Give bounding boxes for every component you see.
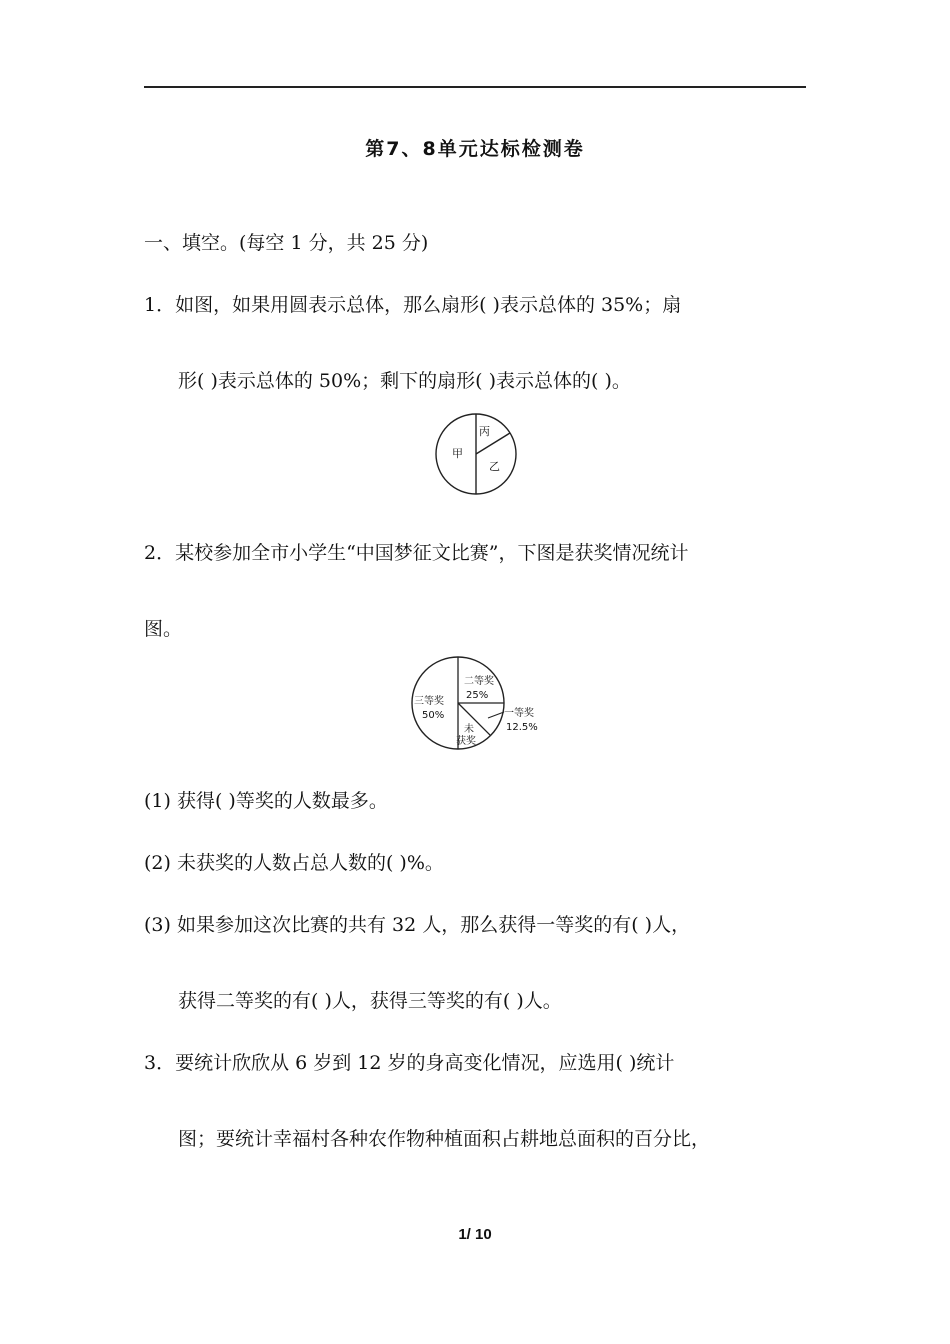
question-2-line-2: 图。 (144, 618, 183, 640)
question-2-sub-2: (2) 未获奖的人数占总人数的( )%。 (144, 852, 444, 874)
sector-label-bing: 丙 (479, 425, 490, 438)
pie-slice-none-edge (458, 703, 491, 736)
question-2-line-1: 2．某校参加全市小学生“中国梦征文比赛”，下图是获奖情况统计 (144, 542, 689, 564)
pie-label-third-pct: 50% (422, 710, 445, 721)
page-title: 第7、8单元达标检测卷 (365, 138, 585, 160)
question-2-sub-3-line-2: 获得二等奖的有( )人，获得三等奖的有( )人。 (178, 990, 562, 1012)
pie-label-first-pct: 12.5% (506, 722, 538, 733)
header-rule (144, 86, 806, 88)
question-1-line-1: 1．如图，如果用圆表示总体，那么扇形( )表示总体的 35%；扇 (144, 294, 682, 316)
sector-label-jia: 甲 (452, 447, 463, 460)
question-2-sub-1: (1) 获得( )等奖的人数最多。 (144, 790, 388, 812)
question-3-line-2: 图；要统计幸福村各种农作物种植面积占耕地总面积的百分比， (178, 1128, 711, 1150)
question-1-line-2: 形( )表示总体的 50%；剩下的扇形( )表示总体的( )。 (178, 370, 631, 392)
pie-label-none-1: 未 (464, 724, 474, 735)
sector-label-yi: 乙 (489, 460, 500, 473)
sector-figure (430, 410, 522, 498)
pie-label-none-2: 获奖 (456, 736, 476, 747)
pie-label-first-name: 一等奖 (504, 708, 534, 719)
pie-label-second-pct: 25% (466, 690, 489, 701)
pie-label-third-name: 三等奖 (414, 696, 444, 707)
award-pie-chart (400, 654, 550, 752)
section-heading: 一、填空。(每空 1 分，共 25 分) (144, 232, 429, 254)
question-3-line-1: 3．要统计欣欣从 6 岁到 12 岁的身高变化情况，应选用( )统计 (144, 1052, 675, 1074)
question-2-sub-3-line-1: (3) 如果参加这次比赛的共有 32 人，那么获得一等奖的有( )人， (144, 914, 691, 936)
pie-label-second-name: 二等奖 (464, 676, 494, 687)
page-number: 1/ 10 (458, 1226, 492, 1243)
